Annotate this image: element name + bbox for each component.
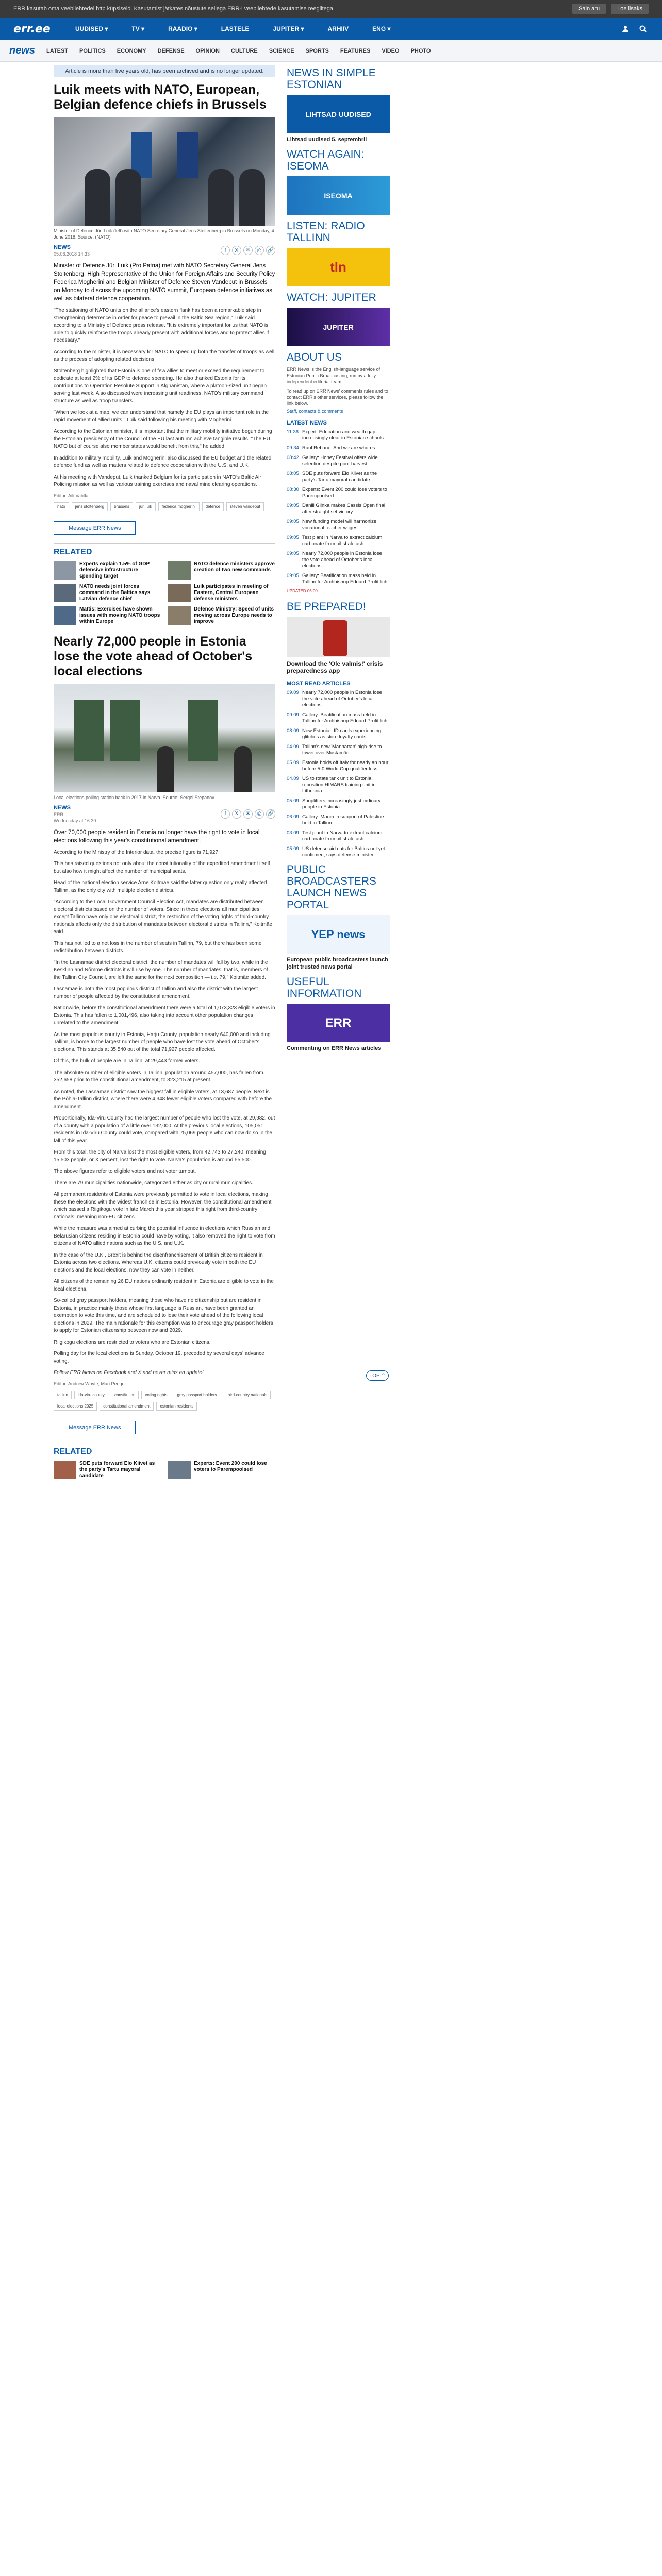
- simple-news-banner-text: LIHTSAD UUDISED: [305, 110, 371, 118]
- person-shape: [115, 169, 141, 226]
- related-thumbnail: [168, 606, 191, 625]
- jupiter-banner[interactable]: [287, 308, 390, 346]
- latest-news-item-title[interactable]: Expert: Education and wealth gap increasingly clear in Estonian schools: [302, 429, 384, 441]
- article-paragraph: In addition to military mobility, Luik and Mogherini also discussed the EU budget and the related defence fund as well as matters related to defence cooperation with the U.S. and U.K.: [54, 455, 272, 468]
- staff-contacts-link[interactable]: Staff, contacts & comments: [287, 409, 343, 414]
- article-lead: Minister of Defence Jüri Luik (Pro Patria) met with NATO Secretary General Jens Stoltenberg, High Representative of the Union for Foreign Affairs and Security Policy Federica Mogherini and Belgian Minister of Defence Steven Vandeput in Brussels on Monday to discuss the upcoming NATO summit, European defence initiatives as well as bilateral defence cooperation.: [54, 263, 275, 302]
- tag[interactable]: constitution: [111, 1391, 139, 1399]
- article2-author: ERR: [54, 811, 64, 817]
- most-read-item[interactable]: [287, 798, 390, 810]
- jupiter-heading[interactable]: WATCH: JUPITER: [287, 292, 376, 303]
- tag[interactable]: voting rights: [141, 1391, 171, 1399]
- article-paragraph: According to the minister, it is necessary for NATO to speed up both the transfer of troops as well as the process of adopting related decisions.: [54, 349, 275, 362]
- topnav-arhiiv[interactable]: ARHIIV: [327, 25, 349, 32]
- tag-list: [54, 502, 275, 511]
- topnav-raadio[interactable]: RAADIO ▾: [168, 25, 197, 32]
- related-item[interactable]: [168, 561, 275, 580]
- related-item[interactable]: [168, 606, 275, 625]
- link-icon[interactable]: 🔗: [266, 809, 275, 819]
- related-title[interactable]: Luik participates in meeting of Eastern, Central European defense ministers: [194, 583, 269, 602]
- section-navigation: [0, 40, 662, 62]
- article-paragraph: According to the Ministry of the Interior data, the precise figure is 71,927.: [54, 849, 220, 855]
- x-share-icon[interactable]: X: [232, 246, 241, 255]
- booth-shape: [74, 700, 104, 761]
- article2-date: Wednesday at 16:30: [54, 818, 96, 823]
- article-date: 05.06.2018 14:33: [54, 251, 90, 257]
- most-read-item-title[interactable]: Gallery: March in support of Palestine held in Tallinn: [302, 814, 384, 826]
- secnav-politics[interactable]: POLITICS: [79, 47, 106, 54]
- latest-news-item-title[interactable]: Gallery: Honey Festival offers wide selection despite poor harvest: [302, 455, 378, 467]
- related-heading: RELATED: [54, 543, 275, 557]
- latest-news-heading: LATEST NEWS: [287, 420, 327, 426]
- person-shape: [85, 169, 110, 226]
- err-logo[interactable]: err.ee: [13, 22, 51, 36]
- most-read-item-time: 09.09: [287, 690, 299, 696]
- latest-news-item-title[interactable]: Gallery: Beatification mass held in Tallinn for Archbishop Eduard Profittlich: [302, 573, 388, 585]
- tag-list: [54, 1391, 275, 1411]
- person-shape: [234, 746, 252, 792]
- related-item[interactable]: [54, 1461, 161, 1479]
- cookie-bar: [0, 0, 662, 18]
- back-to-top-button[interactable]: TOP ⌃: [366, 1370, 389, 1381]
- related-title[interactable]: Experts: Event 200 could lose voters to Parempoolsed: [194, 1460, 267, 1472]
- main-column: [54, 62, 275, 1479]
- tag[interactable]: brussels: [110, 502, 133, 511]
- person-shape: [208, 169, 234, 226]
- most-read-item[interactable]: [287, 712, 390, 724]
- article-paragraph: All citizens of the remaining 26 EU nations ordinarily resident in Estonia are eligible to vote in the local elections.: [54, 1279, 274, 1292]
- most-read-item-title[interactable]: Nearly 72,000 people in Estonia lose the vote ahead of October's local elections: [302, 690, 382, 708]
- secnav-opinion[interactable]: OPINION: [195, 47, 220, 54]
- article-paragraph: Riigikogu elections are restricted to voters who are Estonian citizens.: [54, 1339, 211, 1345]
- tag[interactable]: federica mogherini: [158, 502, 200, 511]
- article-paragraph: Stoltenberg highlighted that Estonia is one of few allies to meet or exceed the requirement to dedicate at least 2% of its GDP to defence spending. He also thanked Estonia for its contributions to Operation Resolute Support in Afghanistan, where a platoon-sized unit began serving last week. Also discussed were increasing unit readiness, NATO's military command structure as well as troop transfers.: [54, 368, 267, 404]
- useful-info-heading: USEFUL INFORMATION: [287, 976, 362, 999]
- email-share-icon[interactable]: ✉: [243, 246, 253, 255]
- article-paragraph: The absolute number of eligible voters in Tallinn, population around 457,000, has fallen from 352,658 prior to the constitutional amendment, to 323,215 at present.: [54, 1070, 263, 1083]
- article-paragraph: In the case of the U.K., Brexit is behind the disenfranchisement of British citizens resident in Estonia across two elections. Whereas U.K. citizens could previously vote in both the EU elections and the local elections, now they can vote in neither.: [54, 1252, 263, 1273]
- most-read-item-title[interactable]: Gallery: Beatification mass held in Tallinn for Archbishop Eduard Profittlich: [302, 712, 388, 724]
- search-icon[interactable]: [637, 23, 649, 35]
- be-prepared-title[interactable]: Download the 'Ole valmis!' crisis preparedness app: [287, 660, 383, 674]
- article-paragraph: "When we look at a map, we can understand that namely the EU plays an important role in the rapid movement of allied units," Luik said following his meeting with Mogherini.: [54, 410, 269, 423]
- article-paragraph: Lasnamäe is both the most populous district of Tallinn and also the district with the largest number of people affected by the constitutional amendment.: [54, 986, 258, 999]
- related-thumbnail: [168, 1461, 191, 1479]
- most-read-item-time: 03.09: [287, 830, 299, 836]
- tag[interactable]: third-country nationals: [223, 1391, 271, 1399]
- latest-news-item-title[interactable]: Daniil Glinka makes Cassis Open final after straight set victory: [302, 503, 386, 515]
- latest-news-item-title[interactable]: SDE puts forward Elo Kiivet as the party's Tartu mayoral candidate: [302, 471, 377, 483]
- related-item[interactable]: [54, 584, 161, 602]
- radio-banner-text: tln: [330, 259, 346, 275]
- about-text: ERR News is the English-language service of Estonian Public Broadcasting, run by a fully independent editorial team.: [287, 367, 380, 384]
- pb-banner-text: YEP news: [311, 927, 366, 941]
- most-read-item[interactable]: [287, 776, 390, 794]
- article-paragraph: Polling day for the local elections is Sunday, October 19, preceded by several days' advance voting.: [54, 1351, 264, 1364]
- article2-meta: [54, 805, 275, 823]
- most-read-item-title[interactable]: Tallinn's new 'Manhattan' high-rise to tower over Mustamäe: [302, 744, 382, 756]
- most-read-item-title[interactable]: Test plant in Narva to extract calcium carbonate from oil shale ash: [302, 830, 383, 842]
- topnav-uudised[interactable]: UUDISED ▾: [75, 25, 108, 32]
- updated-label: UPDATED 06:00: [287, 589, 318, 594]
- most-read-item[interactable]: [287, 760, 390, 772]
- latest-news-item-time: 09:34: [287, 445, 299, 451]
- most-read-item-time: 05.09: [287, 760, 299, 766]
- latest-news-item[interactable]: [287, 535, 390, 547]
- useful-title[interactable]: Commenting on ERR News articles: [287, 1045, 382, 1052]
- message-err-button[interactable]: Message ERR News: [54, 521, 136, 535]
- print-icon[interactable]: ⎙: [255, 809, 264, 819]
- related-grid: [54, 1461, 275, 1479]
- latest-news-item-title[interactable]: Raul Rebane: And we are whores …: [302, 445, 382, 451]
- article-paragraph: "According to the Local Government Council Election Act, mandates are distributed between electoral districts based on the number of voters. Since in these elections all municipalities except Tallinn have only one electoral district, the restriction of the voting rights of third-country nationals affects only the distribution of mandates between electoral districts in Tallinn," Koitmäe said.: [54, 899, 272, 935]
- radio-banner[interactable]: [287, 248, 390, 286]
- latest-news-item-title[interactable]: Test plant in Narva to extract calcium carbonate from oil shale ash: [302, 535, 383, 547]
- most-read-item-time: 08.09: [287, 728, 299, 734]
- flag-shape: [177, 132, 198, 178]
- email-share-icon[interactable]: ✉: [243, 809, 253, 819]
- tag[interactable]: local elections 2025: [54, 1402, 97, 1411]
- person-shape: [239, 169, 265, 226]
- article2-body: [54, 849, 275, 1366]
- latest-news-item[interactable]: [287, 487, 390, 499]
- related-title[interactable]: NATO defence ministers approve creation of two new commands: [194, 561, 275, 573]
- simple-news-banner[interactable]: [287, 95, 390, 133]
- article2-editor: Editor: Andrew Whyte, Mari Peegel: [54, 1381, 126, 1386]
- facebook-share-icon[interactable]: f: [221, 809, 230, 819]
- news-brand[interactable]: news: [9, 45, 36, 56]
- link-icon[interactable]: 🔗: [266, 246, 275, 255]
- related-title[interactable]: NATO needs joint forces command in the Baltics says Latvian defence chief: [79, 583, 151, 602]
- facebook-share-icon[interactable]: f: [221, 246, 230, 255]
- related-item[interactable]: [168, 584, 275, 602]
- be-prepared-heading: BE PREPARED!: [287, 601, 366, 613]
- article-paragraph: While the measure was aimed at curbing the potential influence in elections which Russian and Belarusian citizens residing in Estonia could have by voting, it also removed the right to vote from citizens of NATO allied nations such as the U.S. and U.K.: [54, 1226, 275, 1246]
- secnav-culture[interactable]: CULTURE: [231, 47, 258, 54]
- latest-news-item-title[interactable]: New funding model will harmonize vocational teacher wages: [302, 519, 377, 531]
- iseoma-banner-text: ISEOMA: [324, 191, 353, 200]
- tag[interactable]: gray passport holders: [174, 1391, 221, 1399]
- related-thumbnail: [54, 561, 76, 580]
- simple-news-heading[interactable]: NEWS IN SIMPLE ESTONIAN: [287, 67, 376, 91]
- x-share-icon[interactable]: X: [232, 809, 241, 819]
- most-read-item-time: 04.09: [287, 776, 299, 782]
- about-heading: ABOUT US: [287, 351, 342, 363]
- most-read-item-title[interactable]: US to rotate tank unit to Estonia, reposition HIMARS training unit in Lithuania: [302, 776, 376, 794]
- iseoma-banner[interactable]: [287, 176, 390, 215]
- secnav-latest[interactable]: LATEST: [46, 47, 68, 54]
- booth-shape: [188, 700, 218, 761]
- latest-news-item[interactable]: [287, 455, 390, 467]
- booth-shape: [110, 700, 140, 761]
- most-read-item-title[interactable]: Shoplifters increasingly just ordinary people in Estonia: [302, 798, 381, 810]
- latest-news-item-title[interactable]: Experts: Event 200 could lose voters to Parempoolsed: [302, 487, 387, 499]
- latest-news-item-time: 09:05: [287, 551, 299, 556]
- latest-news-item[interactable]: [287, 429, 390, 442]
- most-read-item[interactable]: [287, 744, 390, 756]
- article-paragraph: The above figures refer to eligible voters and not voter turnout.: [54, 1168, 196, 1174]
- article-paragraph: As noted, the Lasnamäe district saw the biggest fall in eligible voters, at 13,687 people. Next is the Põhja-Tallinn district, where there were 4,348 fewer eligible voters compared with before the amendment.: [54, 1089, 272, 1110]
- article2-photo[interactable]: [54, 684, 275, 792]
- related-thumbnail: [54, 584, 76, 602]
- secnav-photo[interactable]: PHOTO: [410, 47, 431, 54]
- tag[interactable]: constitutional amendment: [100, 1402, 154, 1411]
- topnav-lastele[interactable]: LASTELE: [221, 25, 250, 32]
- jupiter-banner-text: JUPITER: [323, 323, 354, 331]
- radio-heading[interactable]: LISTEN: RADIO TALLINN: [287, 220, 365, 244]
- most-read-item[interactable]: [287, 830, 390, 842]
- related-title[interactable]: Experts explain 1.5% of GDP defensive infrastructure spending target: [79, 561, 150, 579]
- most-read-item-time: 09.09: [287, 712, 299, 718]
- article-paragraph: Of this, the bulk of people are in Tallinn, at 29,443 former voters.: [54, 1058, 200, 1064]
- article-paragraph: "In the Lasnamäe district electoral district, the number of mandates will fall by two, while in the Kesklinn and Nõmme districts it will rise by one. The number of mandates, that is, members of the Tallinn City Council, are left the same for the next composition — i.e. 79," Koitmäe added.: [54, 959, 268, 980]
- tag[interactable]: jüri luik: [136, 502, 156, 511]
- top-navigation: [0, 18, 662, 40]
- most-read-item-time: 05.09: [287, 798, 299, 804]
- tag[interactable]: jens stoltenberg: [72, 502, 108, 511]
- article-paragraph: This has raised questions not only about the constitutionality of the expedited amendment itself, but also how it might affect the number of municipal seats.: [54, 861, 272, 874]
- tag[interactable]: nato: [54, 502, 69, 511]
- simple-news-sub[interactable]: Lihtsad uudised 5. septembril: [287, 137, 367, 143]
- topnav-jupiter[interactable]: JUPITER ▾: [273, 25, 304, 32]
- most-read-item[interactable]: [287, 814, 390, 826]
- phone-shape: [323, 620, 347, 656]
- latest-news-item[interactable]: [287, 551, 390, 569]
- article-meta: [54, 244, 275, 257]
- photo-caption: Minister of Defence Jüri Luik (left) with NATO Secretary General Jens Stoltenberg in Brussels on Monday, 4 June 2018. Source: (NATO): [54, 228, 274, 240]
- tag[interactable]: estonian residents: [156, 1402, 197, 1411]
- most-read-item[interactable]: [287, 728, 390, 740]
- related-thumbnail: [54, 606, 76, 625]
- article-paragraph: There are 79 municipalities nationwide, categorized either as city or rural municipalities.: [54, 1180, 253, 1186]
- article-photo[interactable]: [54, 117, 275, 226]
- tag[interactable]: tallinn: [54, 1391, 72, 1399]
- latest-news-item[interactable]: [287, 573, 390, 585]
- archived-notice: Article is more than five years old, has been archived and is no longer updated.: [54, 65, 275, 77]
- follow-line: Follow ERR News on Facebook and X and never miss an update!: [54, 1370, 204, 1376]
- article-section[interactable]: NEWS: [54, 244, 71, 250]
- tag[interactable]: steven vandeput: [226, 502, 264, 511]
- article-paragraph: Nationwide, before the constitutional amendment there were a total of 1,073,323 eligible voters in Estonia. This has fallen to 1,001,496, also taking into account other population changes unrelated to the amendment.: [54, 1005, 275, 1026]
- print-icon[interactable]: ⎙: [255, 246, 264, 255]
- article-paragraph: All permanent residents of Estonia were previously permitted to vote in local elections, making these the elections with the widest franchise in Estonia. However, the constitutional amendment which passed a Riigikogu vote in late March this year stripped this right from third-country nationals, meaning non-EU citizens.: [54, 1192, 272, 1220]
- most-read-item[interactable]: [287, 690, 390, 708]
- related-thumbnail: [168, 561, 191, 580]
- iseoma-heading[interactable]: WATCH AGAIN: ISEOMA: [287, 148, 365, 172]
- related-heading: RELATED: [54, 1443, 275, 1456]
- secnav-features[interactable]: FEATURES: [340, 47, 371, 54]
- tag[interactable]: ida-viru county: [74, 1391, 108, 1399]
- most-read-item-title[interactable]: New Estonian ID cards experiencing glitches as store loyalty cards: [302, 728, 382, 740]
- latest-news-item-time: 08:30: [287, 487, 299, 493]
- topnav-tv[interactable]: TV ▾: [131, 25, 145, 32]
- secnav-video[interactable]: VIDEO: [382, 47, 400, 54]
- article2-headline: Nearly 72,000 people in Estonia lose the vote ahead of October's local elections: [54, 634, 253, 679]
- article-paragraph: "The stationing of NATO units on the alliance's eastern flank has been a remarkable step in strengthening deterrence in order for peace to prevail in the Baltic Sea region," Luik said according to a Ministry of Defence press release. "It is extremely important for us that NATO is able to quickly reinforce the troops already present with additional forces and to protect allies if necessary.": [54, 308, 269, 343]
- most-read-list: [287, 690, 390, 858]
- latest-news-list: [287, 429, 390, 585]
- most-read-heading: MOST READ ARTICLES: [287, 681, 351, 687]
- most-read-item-time: 05.09: [287, 846, 299, 852]
- most-read-item-time: 06.09: [287, 814, 299, 820]
- latest-news-item-time: 09:05: [287, 535, 299, 540]
- latest-news-item-time: 09:05: [287, 573, 299, 579]
- latest-news-item-time: 09:05: [287, 519, 299, 524]
- message-err-button[interactable]: Message ERR News: [54, 1421, 136, 1434]
- useful-banner-text: ERR: [325, 1015, 352, 1030]
- about-text-2: To read up on ERR News' comments rules and to contact ERR's other services, please follow the link below.: [287, 388, 388, 406]
- most-read-item-title[interactable]: Estonia holds off Italy for nearly an hour before 5-0 World Cup qualifier loss: [302, 760, 389, 772]
- pb-banner[interactable]: [287, 915, 390, 954]
- person-shape: [157, 746, 174, 792]
- related-title[interactable]: Defence Ministry: Speed of units moving across Europe needs to improve: [194, 606, 274, 624]
- photo-caption: Local elections polling station back in 2017 in Narva. Source: Sergei Stepanov: [54, 794, 214, 800]
- useful-banner[interactable]: [287, 1004, 390, 1042]
- cookie-accept-button[interactable]: Sain aru: [572, 4, 606, 14]
- latest-news-item-time: 08:05: [287, 471, 299, 477]
- related-title[interactable]: SDE puts forward Elo Kiivet as the party's Tartu mayoral candidate: [79, 1460, 155, 1479]
- sidebar: [287, 62, 390, 1052]
- article-paragraph: This has not led to a net loss in the number of seats in Tallinn, 79, but there has been some redistribution between districts.: [54, 940, 262, 954]
- related-thumbnail: [54, 1461, 76, 1479]
- article-editor: Editor: Aili Vahtla: [54, 493, 89, 498]
- article-paragraph: Proportionally, Ida-Viru County had the largest number of people who lost the vote, at 29,982, out of a county with a population of a little over 132,000. At the previous local elections, 105,051 residents in Ida-Viru County could vote, compared with 75,069 people who can now do so in the fall of this year.: [54, 1115, 275, 1144]
- latest-news-item[interactable]: [287, 445, 390, 451]
- related-item[interactable]: [168, 1461, 275, 1479]
- secnav-defense[interactable]: DEFENSE: [157, 47, 185, 54]
- cookie-text: ERR kasutab oma veebilehtedel http küpsiseid. Kasutamist jätkates nõustute sellega ERR-i veebilehtede kasutamise reeglitega.: [13, 6, 335, 12]
- most-read-item[interactable]: [287, 846, 390, 858]
- article-paragraph: At his meeting with Vandeput, Luik thanked Belgium for its participation in NATO's Baltic Air Policing mission as well as various training exercises and naval mine clearing operations.: [54, 474, 261, 487]
- related-grid: [54, 561, 275, 625]
- pb-title[interactable]: European public broadcasters launch joint trusted news portal: [287, 957, 388, 970]
- latest-news-item[interactable]: [287, 503, 390, 515]
- topnav-language[interactable]: ENG ▾: [372, 25, 391, 32]
- public-broadcasters-heading: PUBLIC BROADCASTERS LAUNCH NEWS PORTAL: [287, 863, 376, 911]
- secnav-science[interactable]: SCIENCE: [269, 47, 294, 54]
- user-icon[interactable]: [620, 23, 631, 35]
- article-paragraph: From this total, the city of Narva lost the most eligible voters, from 42,743 to 27,240, meaning 15,503 people, or X percent, lost the right to vote. Narva's population is around 55,500.: [54, 1149, 266, 1163]
- related-item[interactable]: [54, 606, 161, 625]
- related-title[interactable]: Mattis: Exercises have shown issues with moving NATO troops within Europe: [79, 606, 160, 624]
- article2-lead: Over 70,000 people resident in Estonia no longer have the right to vote in local elections following this year's constitutional amendment.: [54, 829, 260, 844]
- most-read-item-title[interactable]: US defense aid cuts for Baltics not yet confirmed, says defense minister: [302, 846, 385, 858]
- most-read-item-time: 04.09: [287, 744, 299, 750]
- latest-news-item-time: 09:05: [287, 503, 299, 509]
- latest-news-item[interactable]: [287, 471, 390, 483]
- tag[interactable]: defence: [202, 502, 224, 511]
- latest-news-item[interactable]: [287, 519, 390, 531]
- be-prepared-banner[interactable]: [287, 617, 390, 657]
- article-paragraph: So-called gray passport holders, meaning those who have no citizenship but are resident in Estonia, in practice mainly those whose first language is Russian, have been granted an exemption to vote this time, and are scheduled to lose their vote ahead of the following local elections in 2029. The main rationale for this exemption was to encourage gray passport holders to apply for Estonian citizenship between now and 2029.: [54, 1298, 273, 1333]
- article-paragraph: According to the Estonian minister, it is important that the military mobility initiative begun during the Estonian presidency of the Council of the EU last autumn achieve tangible results. "The EU, NATO but of course also member states would benefit from this," he added.: [54, 429, 272, 449]
- article2-section[interactable]: NEWS: [54, 804, 71, 811]
- article-paragraph: As the most populous county in Estonia, Harju County, population nearly 640,000 and including Tallinn, is home to the largest number of people who have lost the vote ahead of October's elections. This stands at 35,540 out of the total 71,927 people affected.: [54, 1031, 271, 1053]
- latest-news-item-title[interactable]: Nearly 72,000 people in Estonia lose the vote ahead of October's local elections: [302, 551, 382, 569]
- secnav-sports[interactable]: SPORTS: [305, 47, 329, 54]
- related-item[interactable]: [54, 561, 161, 580]
- related-thumbnail: [168, 584, 191, 602]
- cookie-more-button[interactable]: Loe lisaks: [611, 4, 649, 14]
- latest-news-item-time: 11:36: [287, 429, 299, 435]
- secnav-economy[interactable]: ECONOMY: [117, 47, 146, 54]
- latest-news-item-time: 08:42: [287, 455, 299, 461]
- article-headline: Luik meets with NATO, European, Belgian defence chiefs in Brussels: [54, 82, 267, 112]
- article-paragraph: Head of the national election service Arne Koitmäe said the latter question only really affected Tallinn, as the only city with multiple election districts.: [54, 880, 267, 893]
